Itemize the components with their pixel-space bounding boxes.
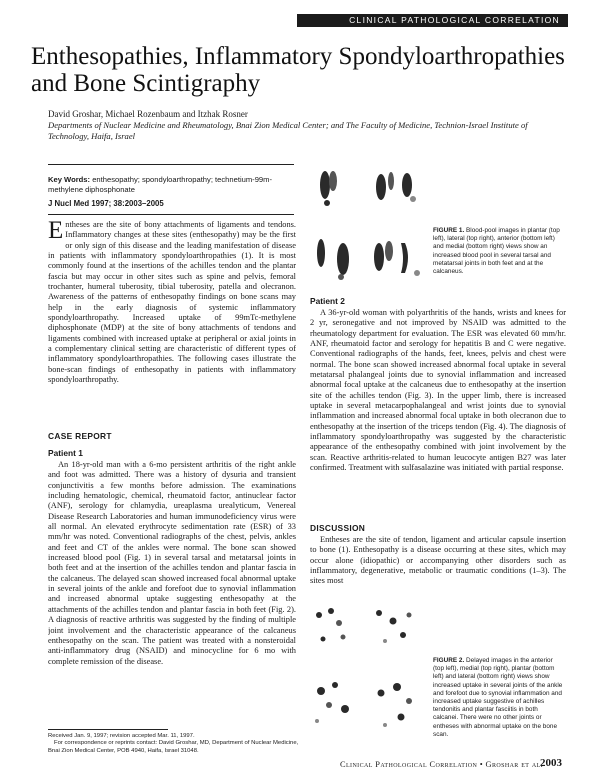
abstract-divider [48, 214, 294, 215]
patient2-heading: Patient 2 [310, 296, 345, 306]
footnote [48, 733, 300, 755]
figure2-image [309, 601, 427, 743]
figure1-label: FIGURE 1. [433, 227, 465, 234]
discussion-paragraph [310, 535, 566, 587]
header-divider [48, 164, 294, 165]
footnote-correspondence: For correspondence or reprints contact: David Groshar, MD, Department of Nuclear Medicine, Bnai Zion Medical Center, POB 4940, Haifa, Israel 31048. [48, 740, 299, 754]
journal-citation: J Nucl Med 1997; 38:2003–2005 [48, 199, 164, 208]
running-footer: Clinical Pathological Correlation • Groshar et al. [340, 760, 544, 769]
drop-cap: E [48, 220, 64, 244]
intro-text: ntheses are the site of bony attachments of ligaments and tendons. Inflammatory changes at these sites (enthesopathy) may be the first or only sign of this disease and the leading manifestation of disease in patients with inflammatory spondyloarthropathies (1). It is most commonly found at the insertions of the achilles tendon and the plantar fascia but may occur in other sites such as spine and pelvis, femoral trochanter, humeral tuberosity, tibial tuberosity, patella and olecranon. Awareness of the patterns of enthesopathy findings on bone scans may help in the early diagnosis of systemic inflammatory spondyloarthropathy. Increased uptake of 99mTc-methylene diphosphonate (MDP) at the site of bony attachments of tendons and ligaments combined with increased uptake at peripheral or axial joints in a complementary clinical setting are characteristic of different types of inflammatory spondyloarthropathies. The following cases illustrate the bone-scan findings of enthesopathy in patients with inflammatory spondyloarthropathy. [48, 220, 296, 385]
keywords-text: enthesopathy; spondyloarthropathy; technetium-99m-methylene diphosphonate [48, 175, 273, 194]
figure2-panel-top-right [376, 610, 412, 643]
figure1-caption [433, 227, 563, 276]
figure1-caption-text: Blood-pool images in plantar (top left), lateral (top right), anterior (bottom left) and medial (bottom right) views show an increased blood pool in several tarsal and metatarsal joints in both feet and at the calcaneus. [433, 227, 560, 276]
author-list: David Groshar, Michael Rozenbaum and Itzhak Rosner [48, 109, 248, 119]
figure2-label: FIGURE 2. [433, 657, 465, 664]
section-banner: CLINICAL PATHOLOGICAL CORRELATION [297, 14, 568, 27]
figure1-panel-bottom-right [374, 241, 420, 276]
patient2-text: A 36-yr-old woman with polyarthritis of the hands, wrists and knees for 2 yr, seronegative and not improved by NSAID was admitted to the rheumatology department for evaluation. The ESR was elevated 60 mm/hr. ANF, rheumatoid factor and serology for hepatitis B and C were negative. Conventional radiographs of the hands, feet, knees, pelvis and chest were normal. The bone scan showed increased abnormal focal uptake in several metatarsal phalangeal joints due to synovial inflammation and increased abnormal focal uptake at the calcaneus due to enthesopathy at the insertion site of the achilles tendon (Fig. 3). In the upper limb, there is increased uptake in several metacarpophalangeal and wrist joints due to synovial inflammation and increased abnormal focal uptake in both olecranon due to enthesopathy at the insertion of the triceps tendon (Fig. 4). The diagnosis of inflammatory spondyloarthropathy was suggested by the characteristic appearance of the enthesopathy combined with joint involvement by the scan. Reactive arthritis-related to human leucocyte antigen B27 was later confirmed. Treatment with sulfasalazine was initiated with partial response. [310, 308, 566, 473]
author-affiliation: Departments of Nuclear Medicine and Rheumatology, Bnai Zion Medical Center; and The Faculty of Medicine, Technion-Israel Institute of Technology, Haifa, Israel [48, 120, 528, 141]
figure1-panel-bottom-left [317, 239, 349, 280]
figure2-panel-top-left [316, 608, 346, 642]
patient1-text: An 18-yr-old man with a 6-mo persistent arthritis of the right ankle and foot was admitted. There was a history of dysuria and transient conjunctivitis a few months before admission. The examinations including hematologic, chemical, rheumatoid factor, antinuclear factor (ANF), serology for chlamydia, ureaplasma urealyticum, Venereal Disease Research Laboratories and human immunodeficiency virus were all normal. An elevated erythrocyte sedimentation rate (ESR) of 33 mm/hr was noted. Conventional radiographs of the chest, pelvis, ankles and feet and CT of the ankles were normal. The bone scan showed increased blood pool (Fig. 1) in several tarsal and metatarsal joints in both feet and at the insertion of the achilles tendon and plantar fascia in the calcaneus. The delayed scan showed increased focal abnormal uptake in several joints of the ankle and forefoot due to synovial inflammation and increased abnormal uptake suggesting enthesopathy at the attachments of the achilles tendon and plantar fascia in both feet (Fig. 2). A diagnosis of reactive arthritis was suggested by the finding of multiple joint involvement and the characteristic appearance of the calcaneus enthesopathy on the scan. The patient was treated with a nonsteroidal anti-inflammatory drug (NSAID) and minocycline for 6 mo with complete remission of the disease. [48, 460, 296, 666]
case-report-heading: CASE REPORT [48, 431, 112, 441]
figure2-panel-bottom-left [315, 682, 349, 723]
page-number: 2003 [540, 757, 562, 769]
footnote-received: Received Jan. 9, 1997; revision accepted Mar. 11, 1997. [48, 733, 195, 739]
figure1-image [309, 163, 427, 293]
intro-paragraph [48, 220, 296, 412]
figure1-panel-top-right [376, 172, 416, 202]
discussion-heading: DISCUSSION [310, 523, 366, 533]
figure2-caption-text: Delayed images in the anterior (top left), medial (top right), plantar (bottom left) and lateral (bottom right) views show increased uptake in several joints of the ankle and forefoot due to synovial inflammation and increased uptake suggestive of achilles tendonitis and plantar fasciitis in both calcanei. There were no other joints or entheses with abnormal uptake on the bone scan. [433, 657, 563, 738]
figure2-panel-bottom-right [378, 683, 413, 727]
keywords-label: Key Words: [48, 175, 91, 184]
patient2-paragraph [310, 308, 566, 518]
keywords [48, 175, 292, 194]
footnote-divider [48, 729, 168, 730]
discussion-text: Entheses are the site of tendon, ligament and articular capsule insertion to bone (1). Enthesopathy is a disease occurring at these sites, which may occur alone (idiopathic) or accompanying other disorders such as inflammatory, degenerative, metabolic or traumatic conditions (1–3). The sites most [310, 535, 566, 586]
patient1-paragraph [48, 460, 296, 724]
figure2-caption [433, 657, 563, 739]
article-title: Enthesopathies, Inflammatory Spondyloarthropathies and Bone Scintigraphy [31, 43, 565, 97]
patient1-heading: Patient 1 [48, 448, 83, 458]
figure1-panel-top-left [320, 171, 337, 206]
